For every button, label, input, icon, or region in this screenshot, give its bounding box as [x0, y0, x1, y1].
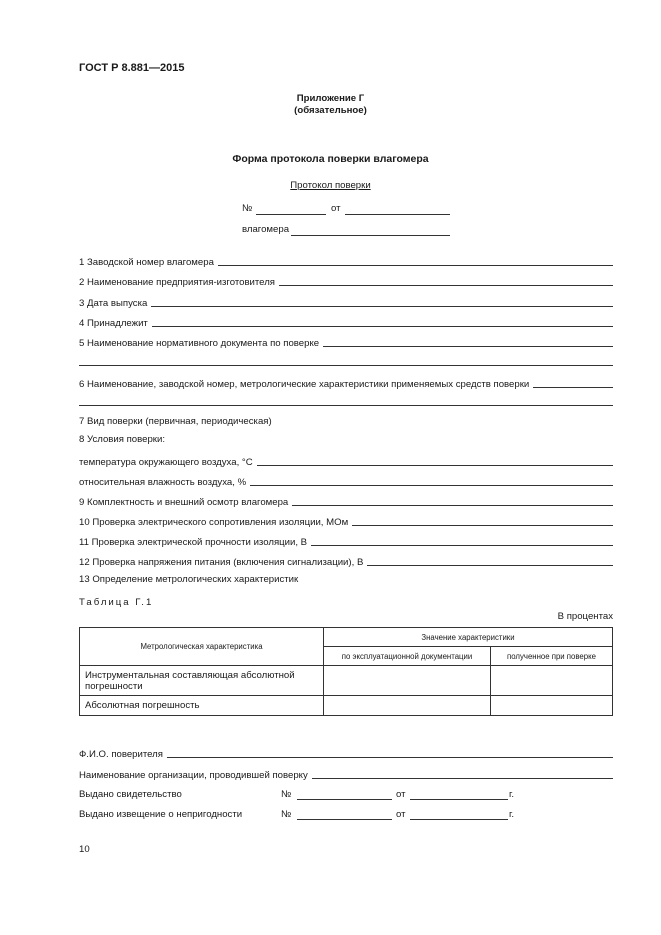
notice-label: Выдано извещение о непригодности	[79, 809, 243, 820]
certificate-year-suffix: г.	[509, 789, 514, 800]
field-label: 10 Проверка электрического сопротивления изоляции, МОм	[79, 517, 349, 528]
field-insulation-strength[interactable]	[79, 534, 613, 548]
number-label: №	[242, 203, 253, 214]
field-label: 5 Наименование нормативного документа по поверке	[79, 338, 320, 349]
date-field[interactable]	[345, 214, 450, 215]
certificate-number-label: №	[281, 789, 292, 800]
notice-number-label: №	[281, 809, 292, 820]
header-value: Значение характеристики	[324, 628, 613, 647]
certificate-label: Выдано свидетельство	[79, 789, 182, 800]
notice-number-field[interactable]	[297, 819, 392, 820]
field-label: относительная влажность воздуха, %	[79, 477, 247, 488]
header-doc: по эксплуатационной документации	[324, 647, 491, 666]
field-label: Ф.И.О. поверителя	[79, 749, 163, 760]
field-label: 12 Проверка напряжения питания (включения сигнализации), В	[79, 557, 364, 568]
field-completeness-inspection[interactable]	[79, 494, 613, 508]
from-label: от	[331, 203, 341, 214]
field-label: 3 Дата выпуска	[79, 298, 148, 309]
field-release-date[interactable]	[79, 295, 613, 309]
certificate-from-label: от	[396, 789, 406, 800]
protocol-label: Протокол поверки	[290, 180, 371, 191]
hygrometer-label: влагомера	[242, 224, 290, 235]
field-label: Наименование организации, проводившей поверку	[79, 770, 308, 781]
field-label: 1 Заводской номер влагомера	[79, 257, 214, 268]
table-row	[80, 696, 613, 716]
field-label: 11 Проверка электрической прочности изоляции, В	[79, 537, 308, 548]
table-row	[80, 666, 613, 696]
cell-obtained-value[interactable]	[491, 666, 613, 696]
field-normative-document-continuation[interactable]	[79, 365, 613, 366]
cell-obtained-value[interactable]	[491, 696, 613, 716]
field-verification-means-continuation[interactable]	[79, 405, 613, 406]
notice-year-suffix: г.	[509, 809, 514, 820]
certificate-date-field[interactable]	[410, 799, 508, 800]
metrological-section: 13 Определение метрологических характеристик	[79, 574, 299, 585]
certificate-number-field[interactable]	[297, 799, 392, 800]
field-verification-means[interactable]	[79, 376, 613, 390]
field-insulation-resistance[interactable]	[79, 514, 613, 528]
field-normative-document[interactable]	[79, 335, 613, 349]
field-label: 9 Комплектность и внешний осмотр влагомера	[79, 497, 289, 508]
field-serial-number[interactable]	[79, 254, 613, 268]
header-characteristic: Метрологическая характеристика	[80, 628, 324, 666]
field-relative-humidity[interactable]	[79, 474, 613, 488]
field-label: 6 Наименование, заводской номер, метрологические характеристики применяемых средств поверки	[79, 379, 530, 390]
field-label: 2 Наименование предприятия-изготовителя	[79, 277, 275, 288]
hygrometer-field[interactable]	[291, 235, 450, 236]
notice-from-label: от	[396, 809, 406, 820]
page-number: 10	[79, 844, 90, 855]
verification-type: 7 Вид поверки (первичная, периодическая)	[79, 416, 272, 427]
header-obtained: полученное при поверке	[491, 647, 613, 666]
row-characteristic: Абсолютная погрешность	[80, 696, 324, 716]
field-ambient-temperature[interactable]	[79, 454, 613, 468]
document-header: ГОСТ Р 8.881—2015	[79, 62, 185, 74]
table-units: В процентах	[557, 611, 613, 622]
appendix-subtitle: (обязательное)	[294, 105, 367, 116]
field-verifier[interactable]	[79, 746, 613, 760]
appendix-title: Приложение Г	[296, 93, 365, 104]
cell-doc-value[interactable]	[324, 666, 491, 696]
row-characteristic: Инструментальная составляющая абсолютной погрешности	[80, 666, 324, 696]
field-label: температура окружающего воздуха, °С	[79, 457, 253, 468]
field-owner[interactable]	[79, 315, 613, 329]
cell-doc-value[interactable]	[324, 696, 491, 716]
metrological-table	[79, 627, 613, 716]
field-manufacturer[interactable]	[79, 274, 613, 288]
form-title: Форма протокола поверки влагомера	[232, 153, 429, 165]
verification-conditions: 8 Условия поверки:	[79, 434, 166, 445]
field-supply-voltage[interactable]	[79, 554, 613, 568]
table-caption: Таблица Г.1	[79, 597, 154, 608]
field-label: 4 Принадлежит	[79, 318, 148, 329]
number-field[interactable]	[256, 214, 326, 215]
notice-date-field[interactable]	[410, 819, 508, 820]
field-organization[interactable]	[79, 767, 613, 781]
